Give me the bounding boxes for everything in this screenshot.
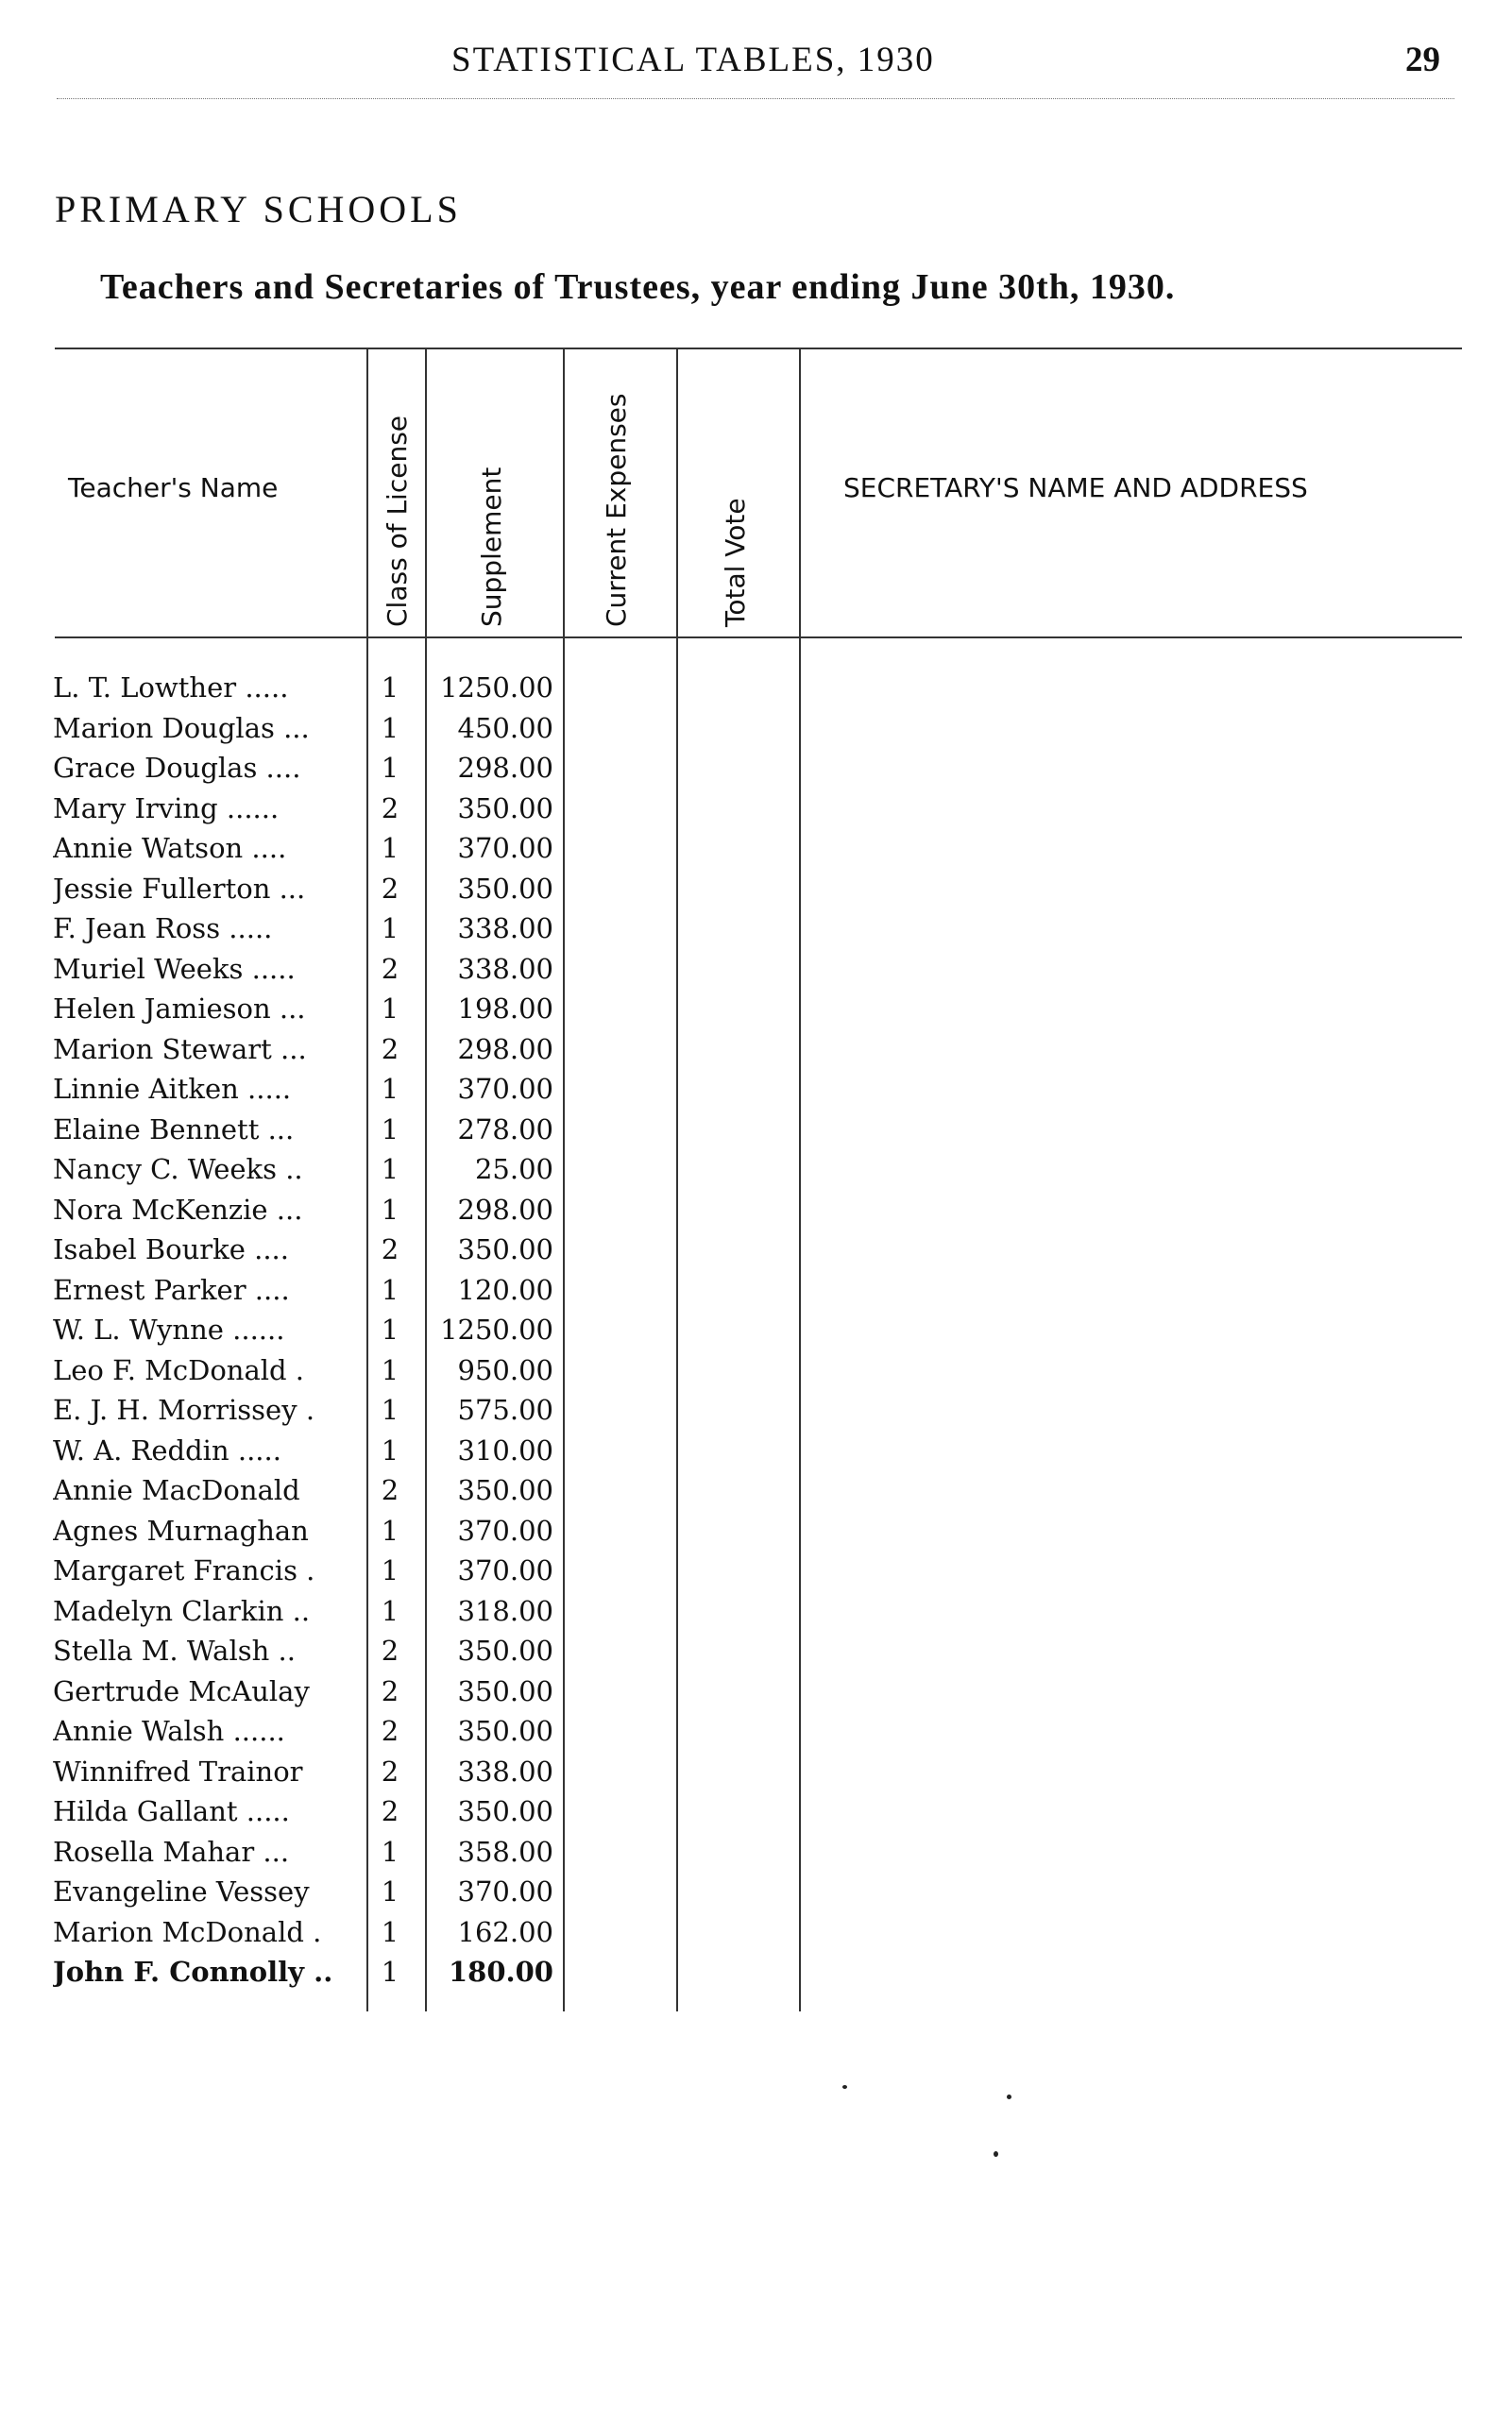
- teacher-name-cell: Annie MacDonald: [53, 1474, 300, 1506]
- license-class-cell: 1: [381, 1434, 399, 1467]
- teacher-name-cell: Elaine Bennett ...: [53, 1112, 295, 1145]
- license-class-cell: 1: [381, 1594, 399, 1627]
- supplement-cell: 298.00: [457, 1032, 553, 1065]
- column-header-class-of-license: Class of License: [382, 415, 413, 627]
- license-class-cell: 2: [381, 952, 399, 985]
- license-class-cell: 1: [381, 1193, 399, 1226]
- table-row: [0, 1632, 1512, 1672]
- license-class-cell: 1: [381, 1353, 399, 1386]
- supplement-cell: 350.00: [457, 1795, 553, 1827]
- table-row: [0, 1873, 1512, 1913]
- supplement-cell: 370.00: [457, 832, 553, 864]
- scan-speck: [842, 2085, 847, 2089]
- supplement-cell: 575.00: [457, 1394, 553, 1426]
- license-class-cell: 2: [381, 791, 399, 824]
- table-row: [0, 1953, 1512, 1993]
- license-class-cell: 1: [381, 752, 399, 784]
- supplement-cell: 278.00: [457, 1112, 553, 1145]
- teacher-name-cell: L. T. Lowther .....: [53, 671, 289, 704]
- teacher-name-cell: Leo F. McDonald .: [53, 1353, 305, 1386]
- supplement-cell: 370.00: [457, 1875, 553, 1908]
- teacher-name-cell: John F. Connolly ..: [53, 1956, 333, 1988]
- teacher-name-cell: Marion Douglas ...: [53, 711, 310, 744]
- teacher-name-cell: Annie Watson ....: [53, 832, 287, 864]
- supplement-cell: 310.00: [457, 1434, 553, 1467]
- supplement-cell: 1250.00: [440, 1314, 553, 1346]
- supplement-cell: 25.00: [474, 1153, 553, 1185]
- table-row: [0, 1552, 1512, 1592]
- license-class-cell: 2: [381, 872, 399, 905]
- teacher-name-cell: Marion Stewart ...: [53, 1032, 307, 1065]
- teacher-name-cell: Mary Irving ......: [53, 791, 280, 824]
- table-row: [0, 1271, 1512, 1312]
- license-class-cell: 2: [381, 1635, 399, 1667]
- teacher-name-cell: W. L. Wynne ......: [53, 1314, 285, 1346]
- teacher-name-cell: F. Jean Ross .....: [53, 912, 273, 944]
- teacher-name-cell: Rosella Mahar ...: [53, 1835, 290, 1868]
- page-number: 29: [1405, 41, 1440, 79]
- table-row: [0, 1230, 1512, 1271]
- teacher-name-cell: Helen Jamieson ...: [53, 992, 306, 1025]
- supplement-cell: 350.00: [457, 1674, 553, 1707]
- supplement-cell: 298.00: [457, 1193, 553, 1226]
- table-row: [0, 1351, 1512, 1392]
- column-header-teacher-name: Teacher's Name: [68, 472, 279, 503]
- teacher-name-cell: Hilda Gallant .....: [53, 1795, 290, 1827]
- license-class-cell: 1: [381, 1875, 399, 1908]
- table-row: [0, 1792, 1512, 1833]
- supplement-cell: 338.00: [457, 952, 553, 985]
- table-row: [0, 829, 1512, 870]
- license-class-cell: 2: [381, 1755, 399, 1788]
- header-divider: [57, 98, 1454, 99]
- license-class-cell: 1: [381, 1153, 399, 1185]
- table-row: [0, 1592, 1512, 1633]
- supplement-cell: 950.00: [457, 1353, 553, 1386]
- license-class-cell: 1: [381, 1394, 399, 1426]
- table-top-rule: [55, 348, 1462, 349]
- running-head: [0, 40, 1512, 87]
- teacher-name-cell: Evangeline Vessey: [53, 1875, 310, 1908]
- table-row: [0, 669, 1512, 709]
- supplement-cell: 1250.00: [440, 671, 553, 704]
- table-row: [0, 1070, 1512, 1111]
- supplement-cell: 358.00: [457, 1835, 553, 1868]
- license-class-cell: 1: [381, 912, 399, 944]
- supplement-cell: 350.00: [457, 1233, 553, 1265]
- teacher-name-cell: Marion McDonald .: [53, 1915, 322, 1948]
- license-class-cell: 1: [381, 1273, 399, 1306]
- table-row: [0, 1111, 1512, 1151]
- license-class-cell: 1: [381, 1314, 399, 1346]
- supplement-cell: 370.00: [457, 1514, 553, 1547]
- license-class-cell: 1: [381, 671, 399, 704]
- table-row: [0, 1391, 1512, 1432]
- supplement-cell: 180.00: [449, 1956, 553, 1988]
- supplement-cell: 350.00: [457, 1715, 553, 1747]
- license-class-cell: 1: [381, 1915, 399, 1948]
- teacher-name-cell: Nora McKenzie ...: [53, 1193, 303, 1226]
- table-row: [0, 1471, 1512, 1512]
- supplement-cell: 298.00: [457, 752, 553, 784]
- column-header-secretary: SECRETARY'S NAME AND ADDRESS: [843, 472, 1308, 503]
- license-class-cell: 1: [381, 1073, 399, 1105]
- license-class-cell: 1: [381, 1835, 399, 1868]
- table-row: [0, 909, 1512, 950]
- license-class-cell: 2: [381, 1474, 399, 1506]
- teacher-name-cell: Grace Douglas ....: [53, 752, 301, 784]
- supplement-cell: 370.00: [457, 1554, 553, 1586]
- license-class-cell: 1: [381, 1514, 399, 1547]
- license-class-cell: 1: [381, 1112, 399, 1145]
- teacher-name-cell: Winnifred Trainor: [53, 1755, 303, 1788]
- scan-speck: [1007, 2095, 1011, 2099]
- table-row: [0, 1672, 1512, 1713]
- table-row: [0, 950, 1512, 991]
- teacher-name-cell: Margaret Francis .: [53, 1554, 315, 1586]
- column-header-total-vote: Total Vote: [720, 498, 751, 627]
- supplement-cell: 162.00: [457, 1915, 553, 1948]
- supplement-cell: 450.00: [457, 711, 553, 744]
- supplement-cell: 350.00: [457, 1474, 553, 1506]
- section-title: PRIMARY SCHOOLS: [55, 188, 462, 230]
- supplement-cell: 350.00: [457, 1635, 553, 1667]
- supplement-cell: 198.00: [457, 992, 553, 1025]
- teacher-name-cell: Gertrude McAulay: [53, 1674, 310, 1707]
- table-row: [0, 789, 1512, 830]
- license-class-cell: 2: [381, 1674, 399, 1707]
- table-row: [0, 1913, 1512, 1954]
- license-class-cell: 2: [381, 1795, 399, 1827]
- table-header-rule: [55, 636, 1462, 638]
- table-row: [0, 1030, 1512, 1071]
- teacher-name-cell: Muriel Weeks .....: [53, 952, 296, 985]
- license-class-cell: 2: [381, 1032, 399, 1065]
- table-row: [0, 749, 1512, 789]
- table-subtitle: Teachers and Secretaries of Trustees, year ending June 30th, 1930.: [100, 267, 1176, 307]
- supplement-cell: 370.00: [457, 1073, 553, 1105]
- supplement-cell: 318.00: [457, 1594, 553, 1627]
- license-class-cell: 1: [381, 1956, 399, 1988]
- teacher-name-cell: Isabel Bourke ....: [53, 1233, 289, 1265]
- license-class-cell: 1: [381, 711, 399, 744]
- supplement-cell: 338.00: [457, 912, 553, 944]
- teacher-name-cell: Nancy C. Weeks ..: [53, 1153, 303, 1185]
- scan-speck: [994, 2151, 998, 2157]
- teacher-name-cell: Jessie Fullerton ...: [53, 872, 306, 905]
- teacher-name-cell: Agnes Murnaghan: [53, 1514, 309, 1547]
- supplement-cell: 120.00: [457, 1273, 553, 1306]
- teacher-name-cell: Linnie Aitken .....: [53, 1073, 292, 1105]
- table-row: [0, 709, 1512, 750]
- license-class-cell: 2: [381, 1233, 399, 1265]
- supplement-cell: 350.00: [457, 872, 553, 905]
- supplement-cell: 338.00: [457, 1755, 553, 1788]
- teacher-name-cell: W. A. Reddin .....: [53, 1434, 281, 1467]
- table-row: [0, 1432, 1512, 1472]
- table-row: [0, 1150, 1512, 1191]
- teacher-name-cell: E. J. H. Morrissey .: [53, 1394, 315, 1426]
- table-row: [0, 1512, 1512, 1552]
- license-class-cell: 1: [381, 992, 399, 1025]
- column-header-supplement: Supplement: [476, 467, 507, 627]
- table-row: [0, 1712, 1512, 1753]
- teacher-name-cell: Ernest Parker ....: [53, 1273, 290, 1306]
- table-body: [0, 669, 1512, 1993]
- supplement-cell: 350.00: [457, 791, 553, 824]
- teacher-name-cell: Madelyn Clarkin ..: [53, 1594, 311, 1627]
- license-class-cell: 1: [381, 832, 399, 864]
- table-row: [0, 990, 1512, 1030]
- column-header-current-expenses: Current Expenses: [601, 393, 632, 627]
- teacher-name-cell: Stella M. Walsh ..: [53, 1635, 296, 1667]
- table-row: [0, 1753, 1512, 1793]
- table-row: [0, 1311, 1512, 1351]
- license-class-cell: 2: [381, 1715, 399, 1747]
- running-title: STATISTICAL TABLES, 1930: [451, 41, 935, 79]
- table-row: [0, 870, 1512, 910]
- license-class-cell: 1: [381, 1554, 399, 1586]
- table-row: [0, 1191, 1512, 1231]
- teacher-name-cell: Annie Walsh ......: [53, 1715, 285, 1747]
- table-row: [0, 1833, 1512, 1874]
